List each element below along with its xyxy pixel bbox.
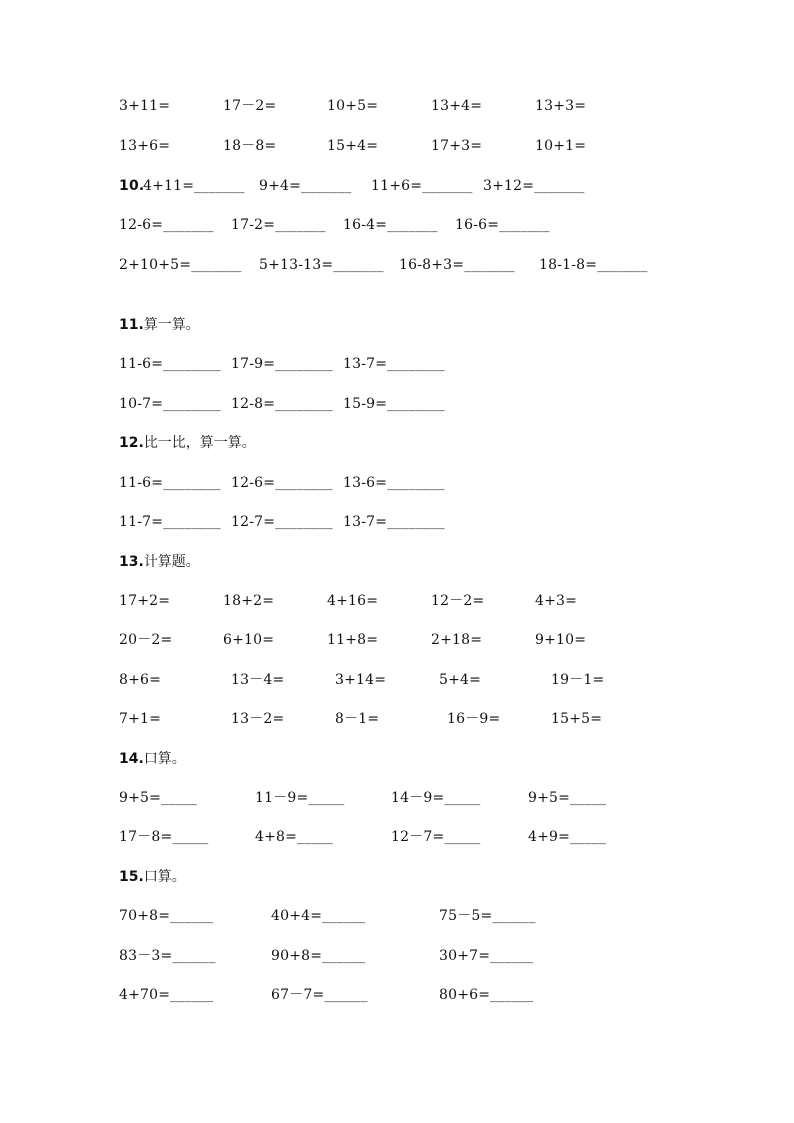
exercise-row bbox=[119, 905, 739, 927]
question-number: 15. bbox=[119, 869, 144, 885]
exercise-item: 10-7=________ bbox=[119, 396, 221, 412]
exercise-row bbox=[119, 629, 739, 651]
exercise-item: 83－3=______ bbox=[119, 948, 216, 964]
exercise-item: 9+4=_______ bbox=[259, 178, 352, 194]
exercise-item: 11+6=_______ bbox=[371, 178, 473, 194]
exercise-item: 17-9=________ bbox=[231, 356, 333, 372]
exercise-item: 80+6=______ bbox=[439, 987, 534, 1003]
exercise-item: 7+1= bbox=[119, 711, 162, 727]
exercise-item: 6+10= bbox=[223, 632, 275, 648]
question-title: 口算。 bbox=[143, 751, 186, 767]
exercise-item: 17+2= bbox=[119, 593, 171, 609]
exercise-item: 70+8=______ bbox=[119, 908, 214, 924]
exercise-item: 8－1= bbox=[335, 711, 380, 727]
exercise-item: 17－8=_____ bbox=[119, 829, 209, 845]
exercise-item: 15-9=________ bbox=[343, 396, 445, 412]
exercise-item: 13+4= bbox=[431, 98, 483, 114]
exercise-item: 3+14= bbox=[335, 672, 387, 688]
exercise-item: 12-6=_______ bbox=[119, 217, 214, 233]
exercise-item: 13－4= bbox=[231, 672, 285, 688]
question-title: 比一比，算一算。 bbox=[143, 435, 256, 451]
exercise-item: 13-6=________ bbox=[343, 475, 445, 491]
exercise-item: 67－7=______ bbox=[271, 987, 368, 1003]
exercise-item: 2+18= bbox=[431, 632, 483, 648]
exercise-item: 12－2= bbox=[431, 593, 485, 609]
exercise-item: 16－9= bbox=[447, 711, 501, 727]
exercise-row bbox=[119, 254, 739, 276]
exercise-item: 3+11= bbox=[119, 98, 171, 114]
exercise-row bbox=[119, 472, 739, 494]
exercise-item: 4+9=_____ bbox=[528, 829, 607, 845]
exercise-item: 12-6=________ bbox=[231, 475, 333, 491]
exercise-item: 3+12=_______ bbox=[483, 178, 585, 194]
question-title: 口算。 bbox=[143, 869, 186, 885]
exercise-row bbox=[119, 393, 739, 415]
exercise-row bbox=[119, 708, 739, 730]
question-15-heading bbox=[119, 866, 186, 888]
exercise-row bbox=[119, 511, 739, 533]
exercise-item: 4+70=______ bbox=[119, 987, 214, 1003]
exercise-item: 17-2=_______ bbox=[231, 217, 326, 233]
exercise-item: 13+3= bbox=[535, 98, 587, 114]
exercise-item: 4+3= bbox=[535, 593, 578, 609]
question-number: 10. bbox=[119, 178, 145, 194]
exercise-item: 13－2= bbox=[231, 711, 285, 727]
exercise-item: 12-7=________ bbox=[231, 514, 333, 530]
exercise-item: 16-8+3=_______ bbox=[399, 257, 515, 273]
question-12-heading bbox=[119, 432, 256, 454]
exercise-row bbox=[119, 135, 739, 157]
exercise-row bbox=[119, 826, 739, 848]
exercise-row bbox=[119, 669, 739, 691]
exercise-item: 17－2= bbox=[223, 98, 277, 114]
exercise-item: 10+1= bbox=[535, 138, 587, 154]
exercise-item: 11-6=________ bbox=[119, 356, 221, 372]
exercise-item: 5+4= bbox=[439, 672, 482, 688]
exercise-row bbox=[119, 214, 739, 236]
exercise-item: 10+5= bbox=[327, 98, 379, 114]
exercise-item: 9+10= bbox=[535, 632, 587, 648]
exercise-row bbox=[119, 787, 739, 809]
exercise-item: 4+16= bbox=[327, 593, 379, 609]
exercise-item: 20－2= bbox=[119, 632, 173, 648]
exercise-item: 8+6= bbox=[119, 672, 162, 688]
exercise-item: 18－8= bbox=[223, 138, 277, 154]
exercise-item: 15+5= bbox=[551, 711, 603, 727]
exercise-row bbox=[119, 95, 739, 117]
question-number: 12. bbox=[119, 435, 144, 451]
exercise-item: 90+8=______ bbox=[271, 948, 366, 964]
exercise-item: 11－9=_____ bbox=[255, 790, 345, 806]
question-number: 14. bbox=[119, 751, 144, 767]
question-14-heading bbox=[119, 748, 186, 770]
exercise-item: 40+4=______ bbox=[271, 908, 366, 924]
question-title: 计算题。 bbox=[143, 554, 200, 570]
exercise-item: 75－5=______ bbox=[439, 908, 536, 924]
exercise-item: 12－7=_____ bbox=[391, 829, 481, 845]
exercise-row bbox=[119, 984, 739, 1006]
exercise-row bbox=[119, 353, 739, 375]
question-number: 11. bbox=[119, 317, 144, 333]
exercise-item: 5+13-13=_______ bbox=[259, 257, 384, 273]
exercise-item: 11-7=________ bbox=[119, 514, 221, 530]
exercise-item: 9+5=_____ bbox=[528, 790, 607, 806]
exercise-item: 30+7=______ bbox=[439, 948, 534, 964]
exercise-item: 14－9=_____ bbox=[391, 790, 481, 806]
exercise-item: 11-6=________ bbox=[119, 475, 221, 491]
exercise-item: 16-4=_______ bbox=[343, 217, 438, 233]
question-title: 算一算。 bbox=[143, 317, 200, 333]
exercise-item: 11+8= bbox=[327, 632, 379, 648]
exercise-item: 9+5=_____ bbox=[119, 790, 198, 806]
exercise-item: 18-1-8=_______ bbox=[539, 257, 648, 273]
question-11-heading bbox=[119, 314, 200, 336]
exercise-item: 4+11=_______ bbox=[143, 178, 245, 194]
exercise-item: 13+6= bbox=[119, 138, 171, 154]
exercise-item: 16-6=_______ bbox=[455, 217, 550, 233]
exercise-item: 4+8=_____ bbox=[255, 829, 334, 845]
exercise-row bbox=[119, 945, 739, 967]
exercise-item: 19－1= bbox=[551, 672, 605, 688]
exercise-item: 13-7=________ bbox=[343, 356, 445, 372]
exercise-item: 12-8=________ bbox=[231, 396, 333, 412]
exercise-row bbox=[119, 590, 739, 612]
question-10-row bbox=[119, 175, 739, 197]
question-number: 13. bbox=[119, 554, 144, 570]
exercise-item: 13-7=________ bbox=[343, 514, 445, 530]
exercise-item: 15+4= bbox=[327, 138, 379, 154]
exercise-item: 18+2= bbox=[223, 593, 275, 609]
exercise-item: 2+10+5=_______ bbox=[119, 257, 242, 273]
exercise-item: 17+3= bbox=[431, 138, 483, 154]
question-13-heading bbox=[119, 551, 200, 573]
